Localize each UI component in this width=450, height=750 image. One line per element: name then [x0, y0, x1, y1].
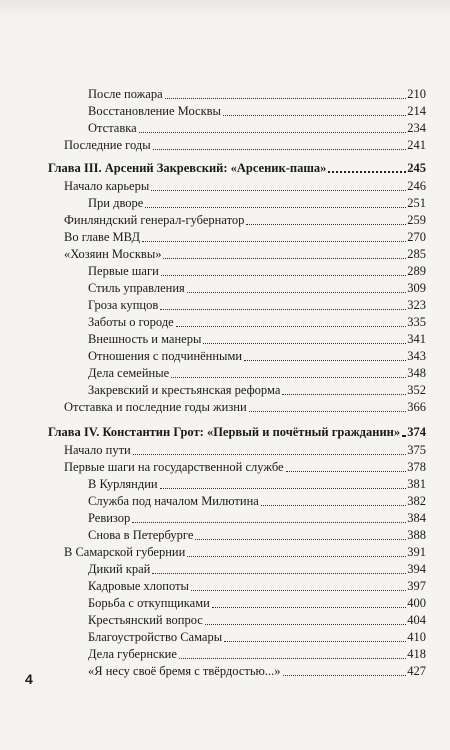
toc-entry-page: 309 [407, 281, 426, 295]
toc-entry-page: 397 [407, 579, 426, 593]
dot-leader [145, 206, 406, 208]
toc-entry-page: 289 [407, 264, 426, 278]
toc-entry [48, 314, 426, 331]
dot-leader [179, 657, 406, 659]
dot-leader [282, 393, 406, 395]
toc-entry [48, 195, 426, 212]
toc-entry-title: Благоустройство Самары [88, 630, 223, 644]
toc-entry-page: 270 [407, 230, 426, 244]
toc-entry-page: 427 [407, 664, 426, 678]
toc-entry-title: «Хозяин Москвы» [64, 247, 162, 261]
toc-entry [48, 382, 426, 399]
page-number: 4 [25, 671, 33, 687]
toc-entry-title: Служба под началом Милютина [88, 494, 259, 508]
dot-leader [163, 257, 406, 259]
toc-entry [48, 263, 426, 280]
toc-entry-page: 366 [407, 400, 426, 414]
toc-entry-title: В Самарской губернии [64, 545, 186, 559]
toc-entry-title: Гроза купцов [88, 298, 159, 312]
toc-entry-title: Борьба с откупщиками [88, 596, 210, 610]
toc-entry-page: 381 [407, 477, 426, 491]
toc-entry-title: При дворе [88, 196, 144, 210]
toc-entry [48, 561, 426, 578]
toc-entry [48, 663, 426, 680]
toc-entry-title: Восстановление Москвы [88, 104, 221, 118]
toc-entry-page: 410 [407, 630, 426, 644]
dot-leader [153, 148, 407, 150]
dot-leader [160, 487, 407, 489]
dot-leader [132, 521, 406, 523]
toc-entry-page: 391 [407, 545, 426, 559]
toc-entry-page: 348 [407, 366, 426, 380]
toc-entry [48, 365, 426, 382]
dot-leader [246, 223, 406, 225]
toc-chapter-heading [48, 424, 426, 441]
dot-leader [191, 589, 406, 591]
dot-leader [402, 434, 406, 437]
toc-entry-page: 341 [407, 332, 426, 346]
toc-entry [48, 476, 426, 493]
toc-entry-title: Крестьянский вопрос [88, 613, 203, 627]
toc-entry [48, 629, 426, 646]
toc-entry-title: «Я несу своё бремя с твёрдостью...» [88, 664, 281, 678]
toc-entry-page: 404 [407, 613, 426, 627]
toc-entry [48, 229, 426, 246]
toc-entry-page: 382 [407, 494, 426, 508]
toc-entry [48, 459, 426, 476]
dot-leader [261, 504, 406, 506]
toc-entry [48, 212, 426, 229]
toc-entry-title: Первые шаги [88, 264, 159, 278]
dot-leader [224, 640, 406, 642]
toc-chapter-heading [48, 160, 426, 177]
dot-leader [133, 453, 407, 455]
toc-entry-title: Дела семейные [88, 366, 170, 380]
toc-entry-page: 378 [407, 460, 426, 474]
toc-entry [48, 86, 426, 103]
toc-entry-title: Начало пути [64, 443, 131, 457]
dot-leader [139, 131, 407, 133]
toc-entry-title: Дела губернские [88, 647, 177, 661]
toc-entry-title: Отставка и последние годы жизни [64, 400, 247, 414]
toc-entry-title: Ревизор [88, 511, 131, 525]
dot-leader [165, 97, 407, 99]
toc-entry-title: Кадровые хлопоты [88, 579, 189, 593]
toc-entry [48, 399, 426, 416]
toc-entry [48, 280, 426, 297]
toc-entry-title: В Курляндии [88, 477, 158, 491]
toc-entry-page: 343 [407, 349, 426, 363]
toc-entry-page: 352 [407, 383, 426, 397]
toc-entry-title: Глава IV. Константин Грот: «Первый и почётный гражданин» [48, 425, 401, 439]
dot-leader [161, 274, 406, 276]
toc-entry-page: 241 [407, 138, 426, 152]
toc-entry-page: 234 [407, 121, 426, 135]
dot-leader [223, 114, 406, 116]
dot-leader [160, 308, 406, 310]
toc-entry [48, 178, 426, 195]
dot-leader [171, 376, 406, 378]
toc-entry-page: 214 [407, 104, 426, 118]
toc-entry [48, 595, 426, 612]
toc-entry [48, 442, 426, 459]
dot-leader [328, 170, 406, 173]
dot-leader [212, 606, 406, 608]
toc-entry [48, 544, 426, 561]
toc-entry-title: Снова в Петербурге [88, 528, 194, 542]
table-of-contents [48, 86, 426, 680]
dot-leader [286, 470, 407, 472]
toc-entry-page: 245 [407, 161, 426, 175]
toc-entry-title: Закревский и крестьянская реформа [88, 383, 281, 397]
toc-entry-page: 394 [407, 562, 426, 576]
dot-leader [176, 325, 407, 327]
toc-entry-page: 285 [407, 247, 426, 261]
toc-entry [48, 510, 426, 527]
toc-entry-title: Внешность и манеры [88, 332, 202, 346]
toc-entry-title: После пожара [88, 87, 163, 101]
toc-entry [48, 348, 426, 365]
toc-entry [48, 137, 426, 154]
toc-entry-title: Дикий край [88, 562, 151, 576]
toc-entry [48, 120, 426, 137]
toc-entry-title: Отставка [88, 121, 137, 135]
dot-leader [205, 623, 406, 625]
dot-leader [151, 189, 406, 191]
dot-leader [283, 674, 407, 676]
toc-entry-title: Финляндский генерал-губернатор [64, 213, 245, 227]
toc-entry-page: 259 [407, 213, 426, 227]
toc-entry-title: Начало карьеры [64, 179, 150, 193]
toc-entry-page: 251 [407, 196, 426, 210]
toc-entry-page: 388 [407, 528, 426, 542]
toc-entry-page: 400 [407, 596, 426, 610]
toc-entry-page: 374 [407, 425, 426, 439]
toc-entry-title: Стиль управления [88, 281, 185, 295]
dot-leader [195, 538, 406, 540]
toc-entry [48, 578, 426, 595]
toc-entry-title: Заботы о городе [88, 315, 174, 329]
toc-entry-page: 335 [407, 315, 426, 329]
toc-entry-title: Отношения с подчинёнными [88, 349, 243, 363]
toc-entry-page: 384 [407, 511, 426, 525]
toc-entry [48, 103, 426, 120]
dot-leader [152, 572, 406, 574]
toc-entry [48, 297, 426, 314]
toc-entry-page: 375 [407, 443, 426, 457]
toc-entry-title: Глава III. Арсений Закревский: «Арсеник-паша» [48, 161, 327, 175]
toc-entry [48, 246, 426, 263]
toc-entry-page: 246 [407, 179, 426, 193]
toc-entry [48, 493, 426, 510]
page-edge-shade [0, 0, 450, 18]
dot-leader [244, 359, 406, 361]
toc-entry-title: Последние годы [64, 138, 151, 152]
dot-leader [187, 555, 406, 557]
toc-entry [48, 646, 426, 663]
toc-entry [48, 527, 426, 544]
toc-entry-title: Первые шаги на государственной службе [64, 460, 284, 474]
toc-entry [48, 331, 426, 348]
dot-leader [249, 410, 407, 412]
dot-leader [142, 240, 406, 242]
toc-entry [48, 612, 426, 629]
dot-leader [203, 342, 406, 344]
dot-leader [187, 291, 406, 293]
toc-entry-page: 323 [407, 298, 426, 312]
toc-entry-page: 210 [407, 87, 426, 101]
toc-entry-title: Во главе МВД [64, 230, 140, 244]
toc-entry-page: 418 [407, 647, 426, 661]
